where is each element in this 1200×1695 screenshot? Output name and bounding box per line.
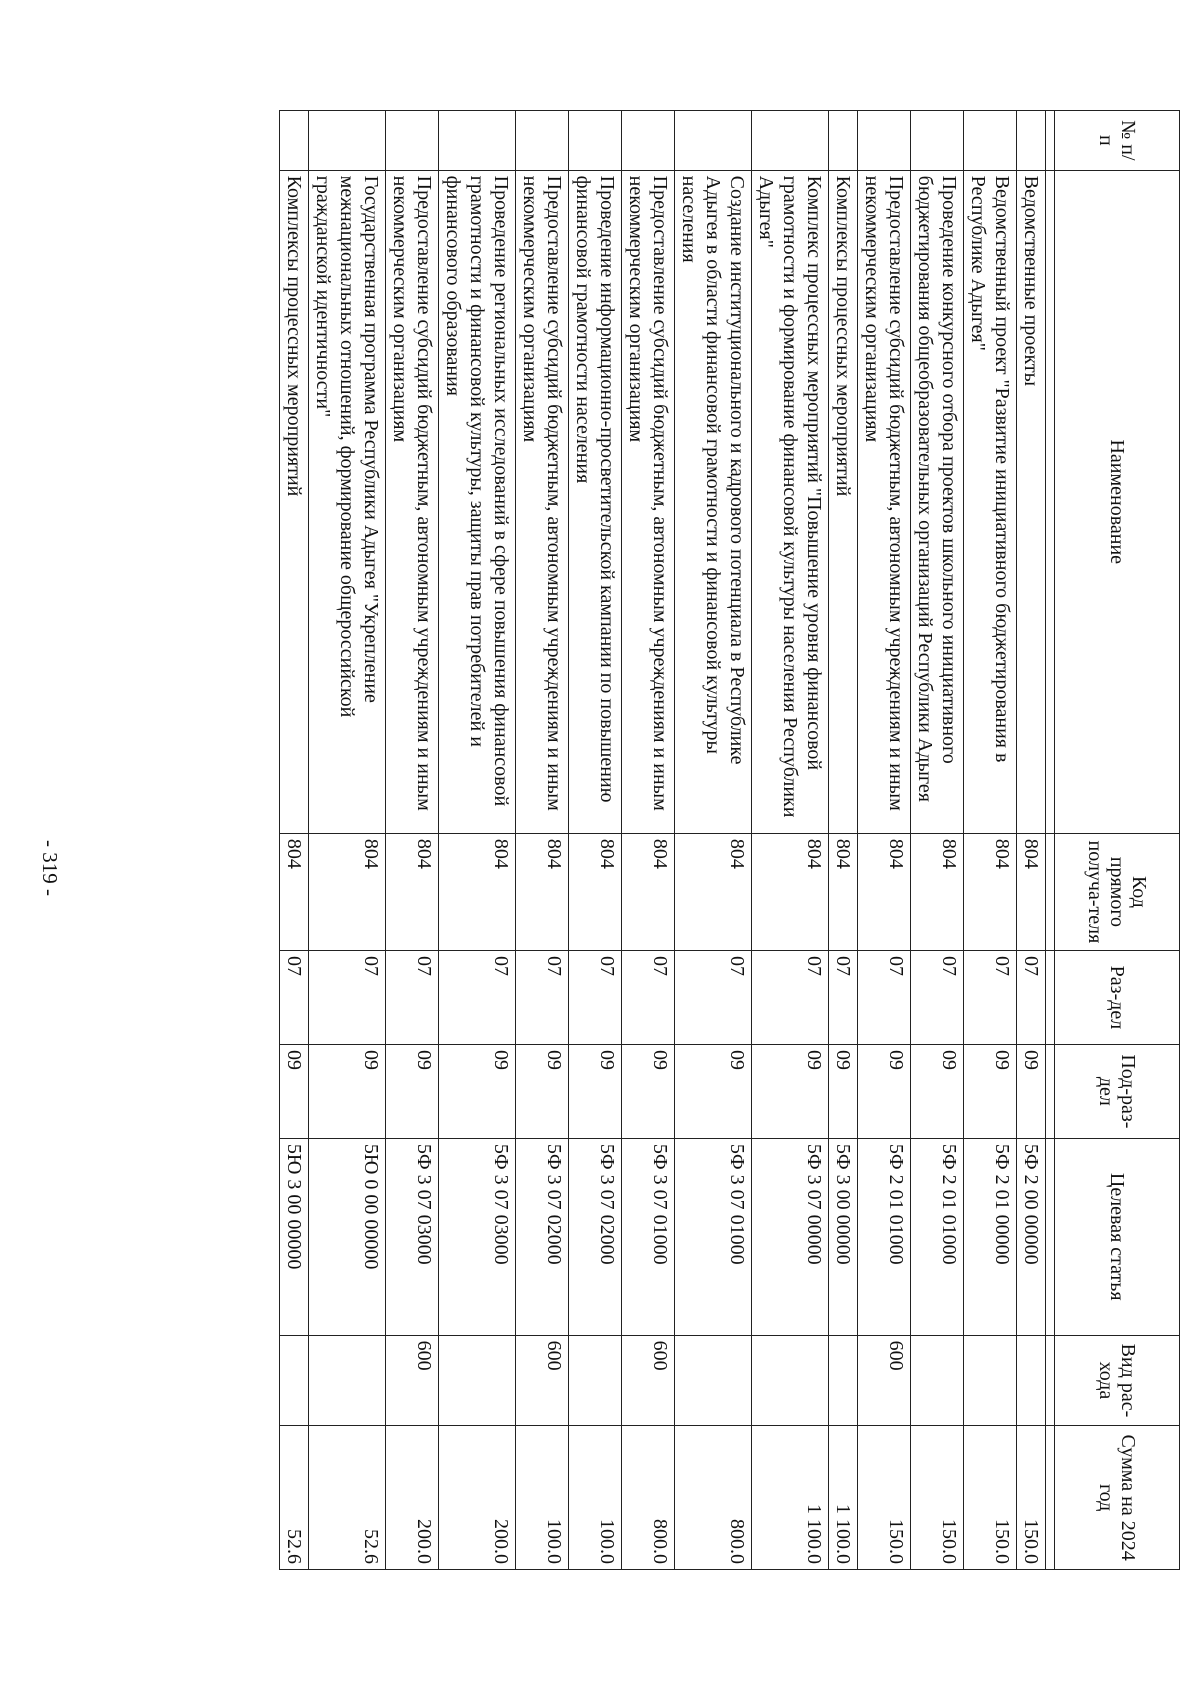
cell-kod: 804 bbox=[675, 833, 752, 950]
cell-no bbox=[858, 111, 911, 171]
cell-kod: 804 bbox=[858, 833, 911, 950]
cell-name: Предоставление субсидий бюджетным, автономным учреждениям и иным некоммерческим организациям bbox=[622, 170, 675, 833]
cell-celevaya: 5Ф 3 07 02000 bbox=[569, 1138, 622, 1335]
cell-name: Проведение региональных исследований в сфере повышения финансовой грамотности и финансовой культуры, защиты прав потребителей и финансового образования bbox=[439, 170, 516, 833]
cell-razdel: 07 bbox=[1017, 951, 1046, 1045]
table-row bbox=[516, 111, 569, 1570]
table-row bbox=[622, 111, 675, 1570]
cell-vid bbox=[675, 1335, 752, 1426]
table-row bbox=[280, 111, 309, 1570]
cell-celevaya: 5Ю 0 00 00000 bbox=[309, 1138, 386, 1335]
cell-celevaya: 5Ф 2 01 00000 bbox=[964, 1138, 1017, 1335]
cell-vid bbox=[752, 1335, 829, 1426]
table-header-row bbox=[1055, 111, 1180, 1570]
cell-podrazdel: 09 bbox=[858, 1044, 911, 1138]
header-name: Наименование bbox=[1055, 170, 1180, 833]
cell-vid bbox=[569, 1335, 622, 1426]
cell-no bbox=[309, 111, 386, 171]
cell-vid bbox=[829, 1335, 858, 1426]
cell-summa: 200.0 bbox=[386, 1426, 439, 1570]
cell-razdel: 07 bbox=[911, 951, 964, 1045]
cell-name: Создание институционального и кадрового потенциала в Республике Адыгея в области финансовой грамотности и финансовой культуры населения bbox=[675, 170, 752, 833]
header-celevaya: Целевая статья bbox=[1055, 1138, 1180, 1335]
cell-name: Государственная программа Республики Адыгея "Укрепление межнациональных отношений, формирование общероссийской гражданской идентичности" bbox=[309, 170, 386, 833]
cell-summa: 52.6 bbox=[280, 1426, 309, 1570]
cell-podrazdel: 09 bbox=[309, 1044, 386, 1138]
header-razdel: Раз-дел bbox=[1055, 951, 1180, 1045]
cell-razdel: 07 bbox=[675, 951, 752, 1045]
cell-no bbox=[622, 111, 675, 171]
cell-razdel: 07 bbox=[858, 951, 911, 1045]
cell-kod: 804 bbox=[911, 833, 964, 950]
cell-no bbox=[752, 111, 829, 171]
cell-razdel: 07 bbox=[309, 951, 386, 1045]
cell-kod: 804 bbox=[752, 833, 829, 950]
cell-celevaya: 5Ф 3 07 01000 bbox=[622, 1138, 675, 1335]
cell-razdel: 07 bbox=[569, 951, 622, 1045]
cell-vid bbox=[309, 1335, 386, 1426]
cell-summa: 800.0 bbox=[622, 1426, 675, 1570]
cell-podrazdel: 09 bbox=[829, 1044, 858, 1138]
cell-name: Предоставление субсидий бюджетным, автономным учреждениям и иным некоммерческим организациям bbox=[386, 170, 439, 833]
cell-celevaya: 5Ф 2 01 01000 bbox=[911, 1138, 964, 1335]
cell-name: Ведомственные проекты bbox=[1017, 170, 1046, 833]
cell-summa: 52.6 bbox=[309, 1426, 386, 1570]
cell-name: Ведомственный проект "Развитие инициативного бюджетирования в Республике Адыгея" bbox=[964, 170, 1017, 833]
cell-kod: 804 bbox=[1017, 833, 1046, 950]
page-number: - 319 - bbox=[38, 840, 62, 896]
budget-table bbox=[279, 110, 1180, 1570]
cell-kod: 804 bbox=[386, 833, 439, 950]
cell-name: Проведение информационно-просветительской кампании по повышению финансовой грамотности населения bbox=[569, 170, 622, 833]
cell-podrazdel: 09 bbox=[516, 1044, 569, 1138]
cell-podrazdel: 09 bbox=[569, 1044, 622, 1138]
cell-podrazdel: 09 bbox=[964, 1044, 1017, 1138]
table-row bbox=[675, 111, 752, 1570]
cell-name: Проведение конкурсного отбора проектов школьного инициативного бюджетирования общеобразовательных организаций Республики Адыгея bbox=[911, 170, 964, 833]
cell-no bbox=[911, 111, 964, 171]
rotated-page bbox=[100, 110, 1180, 1570]
table-row bbox=[386, 111, 439, 1570]
cell-no bbox=[675, 111, 752, 171]
cell-vid: 600 bbox=[516, 1335, 569, 1426]
cell-celevaya: 5Ф 3 07 01000 bbox=[675, 1138, 752, 1335]
header-kod: Код прямого получа-теля bbox=[1055, 833, 1180, 950]
cell-name: Комплексы процессных мероприятий bbox=[280, 170, 309, 833]
cell-summa: 100.0 bbox=[569, 1426, 622, 1570]
cell-podrazdel: 09 bbox=[911, 1044, 964, 1138]
cell-no bbox=[829, 111, 858, 171]
cell-name: Предоставление субсидий бюджетным, автономным учреждениям и иным некоммерческим организациям bbox=[516, 170, 569, 833]
cell-name: Предоставление субсидий бюджетным, автономным учреждениям и иным некоммерческим организациям bbox=[858, 170, 911, 833]
cell-vid bbox=[280, 1335, 309, 1426]
cell-razdel: 07 bbox=[752, 951, 829, 1045]
cell-summa: 150.0 bbox=[858, 1426, 911, 1570]
cell-celevaya: 5Ф 2 00 00000 bbox=[1017, 1138, 1046, 1335]
header-podrazdel: Под-раз-дел bbox=[1055, 1044, 1180, 1138]
cell-summa: 200.0 bbox=[439, 1426, 516, 1570]
table-row bbox=[309, 111, 386, 1570]
table-row bbox=[858, 111, 911, 1570]
cell-kod: 804 bbox=[439, 833, 516, 950]
cell-podrazdel: 09 bbox=[752, 1044, 829, 1138]
header-no: № п/п bbox=[1055, 111, 1180, 171]
cell-name: Комплекс процессных мероприятий "Повышение уровня финансовой грамотности и формирование финансовой культуры населения Республики Адыгея" bbox=[752, 170, 829, 833]
cell-no bbox=[1017, 111, 1046, 171]
table-body bbox=[280, 111, 1055, 1570]
cell-vid: 600 bbox=[858, 1335, 911, 1426]
table-row bbox=[964, 111, 1017, 1570]
cell-summa: 150.0 bbox=[1017, 1426, 1046, 1570]
cell-no bbox=[280, 111, 309, 171]
cell-razdel: 07 bbox=[516, 951, 569, 1045]
cell-summa: 150.0 bbox=[911, 1426, 964, 1570]
table-row bbox=[439, 111, 516, 1570]
cell-celevaya: 5Ф 3 00 00000 bbox=[829, 1138, 858, 1335]
cell-kod: 804 bbox=[309, 833, 386, 950]
cell-no bbox=[964, 111, 1017, 171]
cell-kod: 804 bbox=[622, 833, 675, 950]
cell-summa: 1 100.0 bbox=[829, 1426, 858, 1570]
cell-vid bbox=[964, 1335, 1017, 1426]
cell-podrazdel: 09 bbox=[280, 1044, 309, 1138]
cell-no bbox=[516, 111, 569, 171]
cell-vid: 600 bbox=[622, 1335, 675, 1426]
cell-vid bbox=[439, 1335, 516, 1426]
cell-celevaya: 5Ф 3 07 02000 bbox=[516, 1138, 569, 1335]
cell-no bbox=[439, 111, 516, 171]
header-vid: Вид рас-хода bbox=[1055, 1335, 1180, 1426]
cell-kod: 804 bbox=[280, 833, 309, 950]
cell-podrazdel: 09 bbox=[439, 1044, 516, 1138]
cell-kod: 804 bbox=[964, 833, 1017, 950]
cell-kod: 804 bbox=[516, 833, 569, 950]
cell-celevaya: 5Ф 3 07 03000 bbox=[439, 1138, 516, 1335]
table-row bbox=[1017, 111, 1046, 1570]
cell-vid: 600 bbox=[386, 1335, 439, 1426]
cell-celevaya: 5Ф 3 07 03000 bbox=[386, 1138, 439, 1335]
table-row bbox=[752, 111, 829, 1570]
cell-vid bbox=[1017, 1335, 1046, 1426]
table-row bbox=[829, 111, 858, 1570]
cell-celevaya: 5Ф 3 07 00000 bbox=[752, 1138, 829, 1335]
cell-razdel: 07 bbox=[622, 951, 675, 1045]
cell-razdel: 07 bbox=[280, 951, 309, 1045]
cell-razdel: 07 bbox=[439, 951, 516, 1045]
cell-summa: 100.0 bbox=[516, 1426, 569, 1570]
cell-podrazdel: 09 bbox=[1017, 1044, 1046, 1138]
cell-no bbox=[569, 111, 622, 171]
cell-podrazdel: 09 bbox=[622, 1044, 675, 1138]
cell-celevaya: 5Ю 3 00 00000 bbox=[280, 1138, 309, 1335]
cell-vid bbox=[911, 1335, 964, 1426]
cell-celevaya: 5Ф 2 01 01000 bbox=[858, 1138, 911, 1335]
cell-podrazdel: 09 bbox=[675, 1044, 752, 1138]
table-row bbox=[911, 111, 964, 1570]
cell-razdel: 07 bbox=[964, 951, 1017, 1045]
cell-razdel: 07 bbox=[829, 951, 858, 1045]
cell-kod: 804 bbox=[569, 833, 622, 950]
table-row bbox=[569, 111, 622, 1570]
cell-kod: 804 bbox=[829, 833, 858, 950]
header-summa: Сумма на 2024 год bbox=[1055, 1426, 1180, 1570]
cell-no bbox=[386, 111, 439, 171]
spacer-row bbox=[1046, 111, 1055, 1570]
cell-podrazdel: 09 bbox=[386, 1044, 439, 1138]
cell-name: Комплексы процессных мероприятий bbox=[829, 170, 858, 833]
cell-summa: 1 100.0 bbox=[752, 1426, 829, 1570]
cell-summa: 150.0 bbox=[964, 1426, 1017, 1570]
cell-razdel: 07 bbox=[386, 951, 439, 1045]
cell-summa: 800.0 bbox=[675, 1426, 752, 1570]
